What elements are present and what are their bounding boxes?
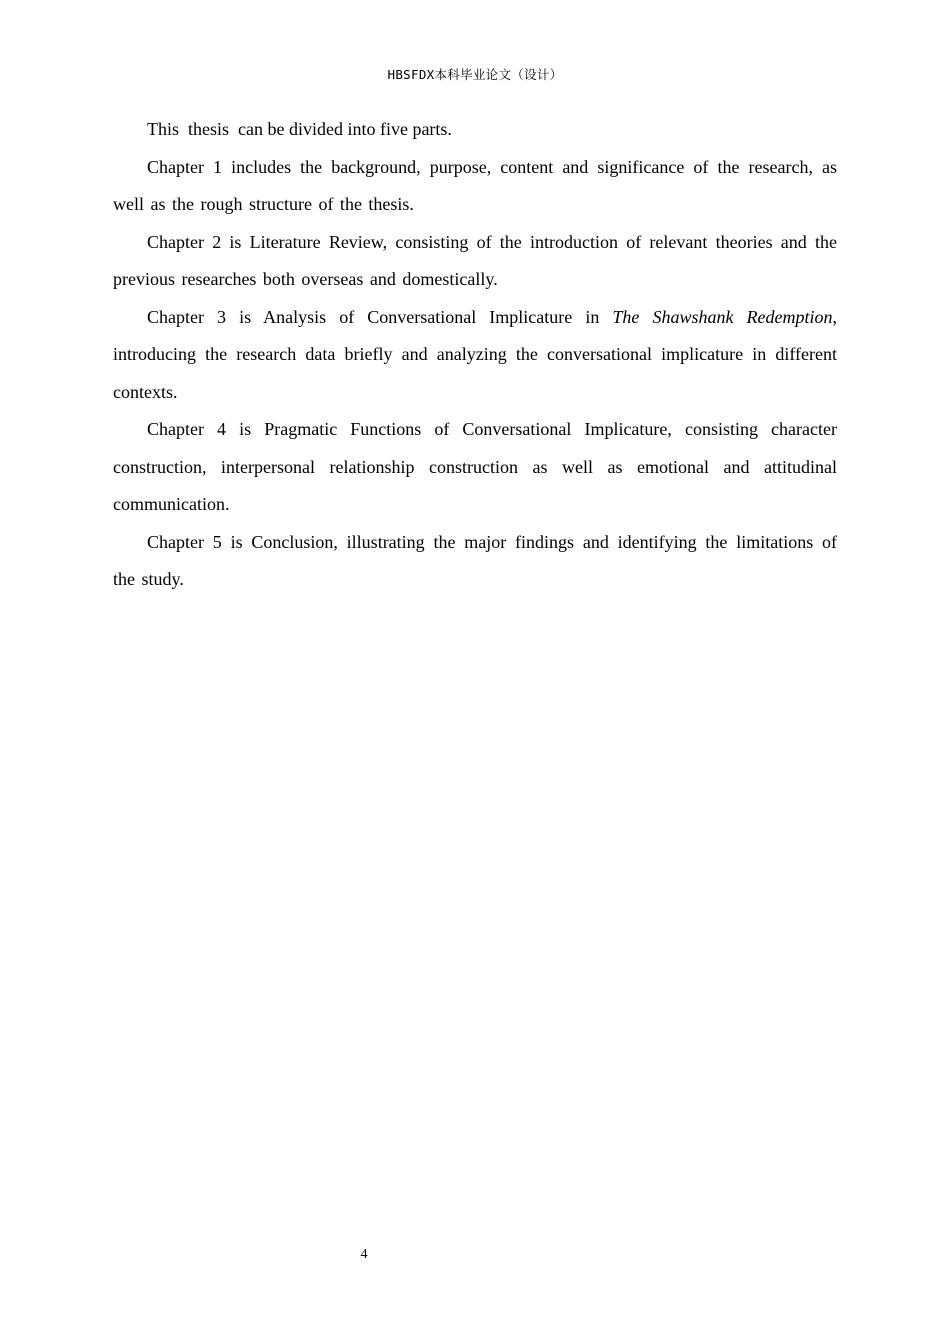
body-text bbox=[113, 111, 837, 599]
paragraph-chapter-5: Chapter 5 is Conclusion, illustrating the major findings and identifying the limitations of the study. bbox=[113, 531, 837, 589]
paragraph-intro: This thesis can be divided into five parts. bbox=[147, 119, 452, 139]
paragraph-chapter-4: Chapter 4 is Pragmatic Functions of Conversational Implicature, consisting character construction, interpersonal relationship construction as well as emotional and attitudinal communication. bbox=[113, 419, 837, 514]
page-header: HBSFDX本科毕业论文（设计） bbox=[387, 67, 563, 82]
film-title: The Shawshank Redemption bbox=[612, 306, 833, 327]
paragraph-chapter-2: Chapter 2 is Literature Review, consisting of the introduction of relevant theories and the previous researches both overseas and domestically. bbox=[113, 231, 837, 289]
paragraph-chapter-1: Chapter 1 includes the background, purpose, content and significance of the research, as well as the rough structure of the thesis. bbox=[113, 156, 837, 214]
chapter-3-text-before: Chapter 3 is Analysis of Conversational Implicature in bbox=[147, 306, 613, 327]
paragraph-chapter-3 bbox=[113, 299, 837, 412]
page-number: 4 bbox=[360, 1247, 368, 1262]
chapter-3-text-after: , introducing the research data briefly and analyzing the conversational implicature in different contexts. bbox=[113, 306, 837, 402]
